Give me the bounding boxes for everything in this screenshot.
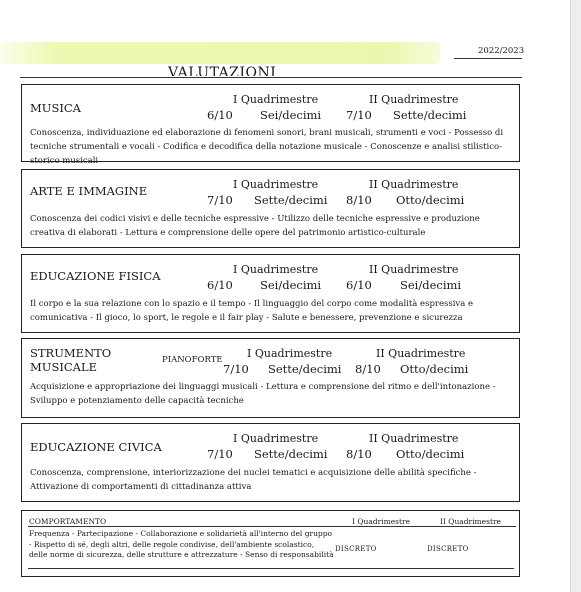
subject-description: Acquisizione e appropriazione dei linguaggi musicali - Lettura e comprensione del ritmo e dell'intonazione - Sviluppo e potenziamento delle capacità tecniche bbox=[30, 382, 496, 406]
behavior-q2-value: DISCRETO bbox=[427, 545, 469, 553]
q2-grade-words: Sette/decimi bbox=[393, 108, 467, 122]
q1-grade-words: Sette/decimi bbox=[254, 447, 328, 461]
behavior-box bbox=[21, 510, 520, 577]
q2-grade-words: Otto/decimi bbox=[396, 447, 465, 461]
q2-grade-words: Otto/decimi bbox=[396, 193, 465, 207]
q2-label: II Quadrimestre bbox=[369, 432, 459, 445]
subject-name: EDUCAZIONE CIVICA bbox=[30, 440, 162, 454]
q2-grade-number: 8/10 bbox=[346, 193, 372, 207]
q1-grade-words: Sette/decimi bbox=[254, 193, 328, 207]
q1-label: I Quadrimestre bbox=[233, 178, 319, 191]
subject-box-educazione-civica bbox=[21, 423, 520, 502]
subject-name-line1: STRUMENTO bbox=[30, 346, 112, 360]
q2-grade-number: 7/10 bbox=[346, 108, 372, 122]
q2-grade-number: 6/10 bbox=[346, 278, 372, 292]
subject-name: MUSICA bbox=[30, 101, 81, 115]
instrument-name: PIANOFORTE bbox=[162, 355, 223, 365]
q1-grade-number: 6/10 bbox=[207, 278, 233, 292]
behavior-title: COMPORTAMENTO bbox=[29, 517, 107, 526]
q1-grade-words: Sette/decimi bbox=[268, 362, 342, 376]
q1-grade-number: 6/10 bbox=[207, 108, 233, 122]
behavior-description: Frequenza - Partecipazione - Collaborazione e solidarietà all'interno del gruppo - Rispetto di sé, degli altri, delle regole condivise, dell'ambiente scolastico, delle norme di sicurezza, delle strutture e attrezzature - Senso di responsabilità bbox=[29, 529, 334, 559]
subject-box-arte bbox=[21, 169, 520, 248]
subject-name: EDUCAZIONE FISICA bbox=[30, 269, 161, 283]
q1-label: I Quadrimestre bbox=[233, 263, 319, 276]
q2-label: II Quadrimestre bbox=[369, 263, 459, 276]
behavior-q2-label: II Quadrimestre bbox=[440, 517, 501, 526]
q2-label: II Quadrimestre bbox=[369, 93, 459, 106]
subject-name: ARTE E IMMAGINE bbox=[30, 184, 148, 198]
subject-box-musica bbox=[21, 84, 520, 166]
q2-label: II Quadrimestre bbox=[376, 347, 466, 360]
behavior-q1-label: I Quadrimestre bbox=[352, 517, 411, 526]
school-year-underline bbox=[454, 58, 522, 59]
q1-label: I Quadrimestre bbox=[233, 432, 319, 445]
q2-grade-number: 8/10 bbox=[346, 447, 372, 461]
subject-description: Conoscenza dei codici visivi e delle tecniche espressive - Utilizzo delle tecniche espressive e produzione creativa di elaborati - Lettura e comprensione delle opere del patrimonio artistico-culturale bbox=[30, 214, 480, 238]
subject-name-line2: MUSICALE bbox=[30, 360, 98, 374]
behavior-q1-value: DISCRETO bbox=[335, 545, 377, 553]
q1-grade-number: 7/10 bbox=[207, 193, 233, 207]
subject-description: Conoscenza, individuazione ed elaborazione di fenomeni sonori, brani musicali, strumenti e voci - Possesso di tecniche strumentali e vocali - Codifica e decodifica della notazione musicale - Conoscenze e analisi stilistico-storico musicali bbox=[30, 128, 504, 166]
behavior-header-rule bbox=[28, 526, 516, 527]
q1-grade-number: 7/10 bbox=[223, 362, 249, 376]
q1-grade-words: Sei/decimi bbox=[260, 278, 322, 292]
q1-label: I Quadrimestre bbox=[233, 93, 319, 106]
title-rule bbox=[20, 77, 522, 78]
q1-label: I Quadrimestre bbox=[247, 347, 333, 360]
q2-grade-words: Otto/decimi bbox=[400, 362, 469, 376]
subject-box-educazione-fisica bbox=[21, 254, 520, 333]
school-year: 2022/2023 bbox=[478, 46, 525, 56]
q1-grade-words: Sei/decimi bbox=[260, 108, 322, 122]
behavior-bottom-rule bbox=[28, 568, 514, 569]
q2-grade-words: Sei/decimi bbox=[400, 278, 462, 292]
subject-box-strumento bbox=[21, 338, 520, 418]
page-edge bbox=[570, 0, 581, 592]
subject-description: Il corpo e la sua relazione con lo spazio e il tempo - Il linguaggio del corpo come modalità espressiva e comunicativa - Il gioco, lo sport, le regole e il fair play - Salute e benessere, prevenzione e sicurezza bbox=[30, 299, 474, 323]
q2-grade-number: 8/10 bbox=[355, 362, 381, 376]
q2-label: II Quadrimestre bbox=[369, 178, 459, 191]
subject-description: Conoscenza, comprensione, interiorizzazione dei nuclei tematici e acquisizione delle abilità specifiche - Attivazione di comportamenti di cittadinanza attiva bbox=[30, 468, 477, 492]
page-title: VALUTAZIONI bbox=[168, 65, 277, 76]
q1-grade-number: 7/10 bbox=[207, 447, 233, 461]
